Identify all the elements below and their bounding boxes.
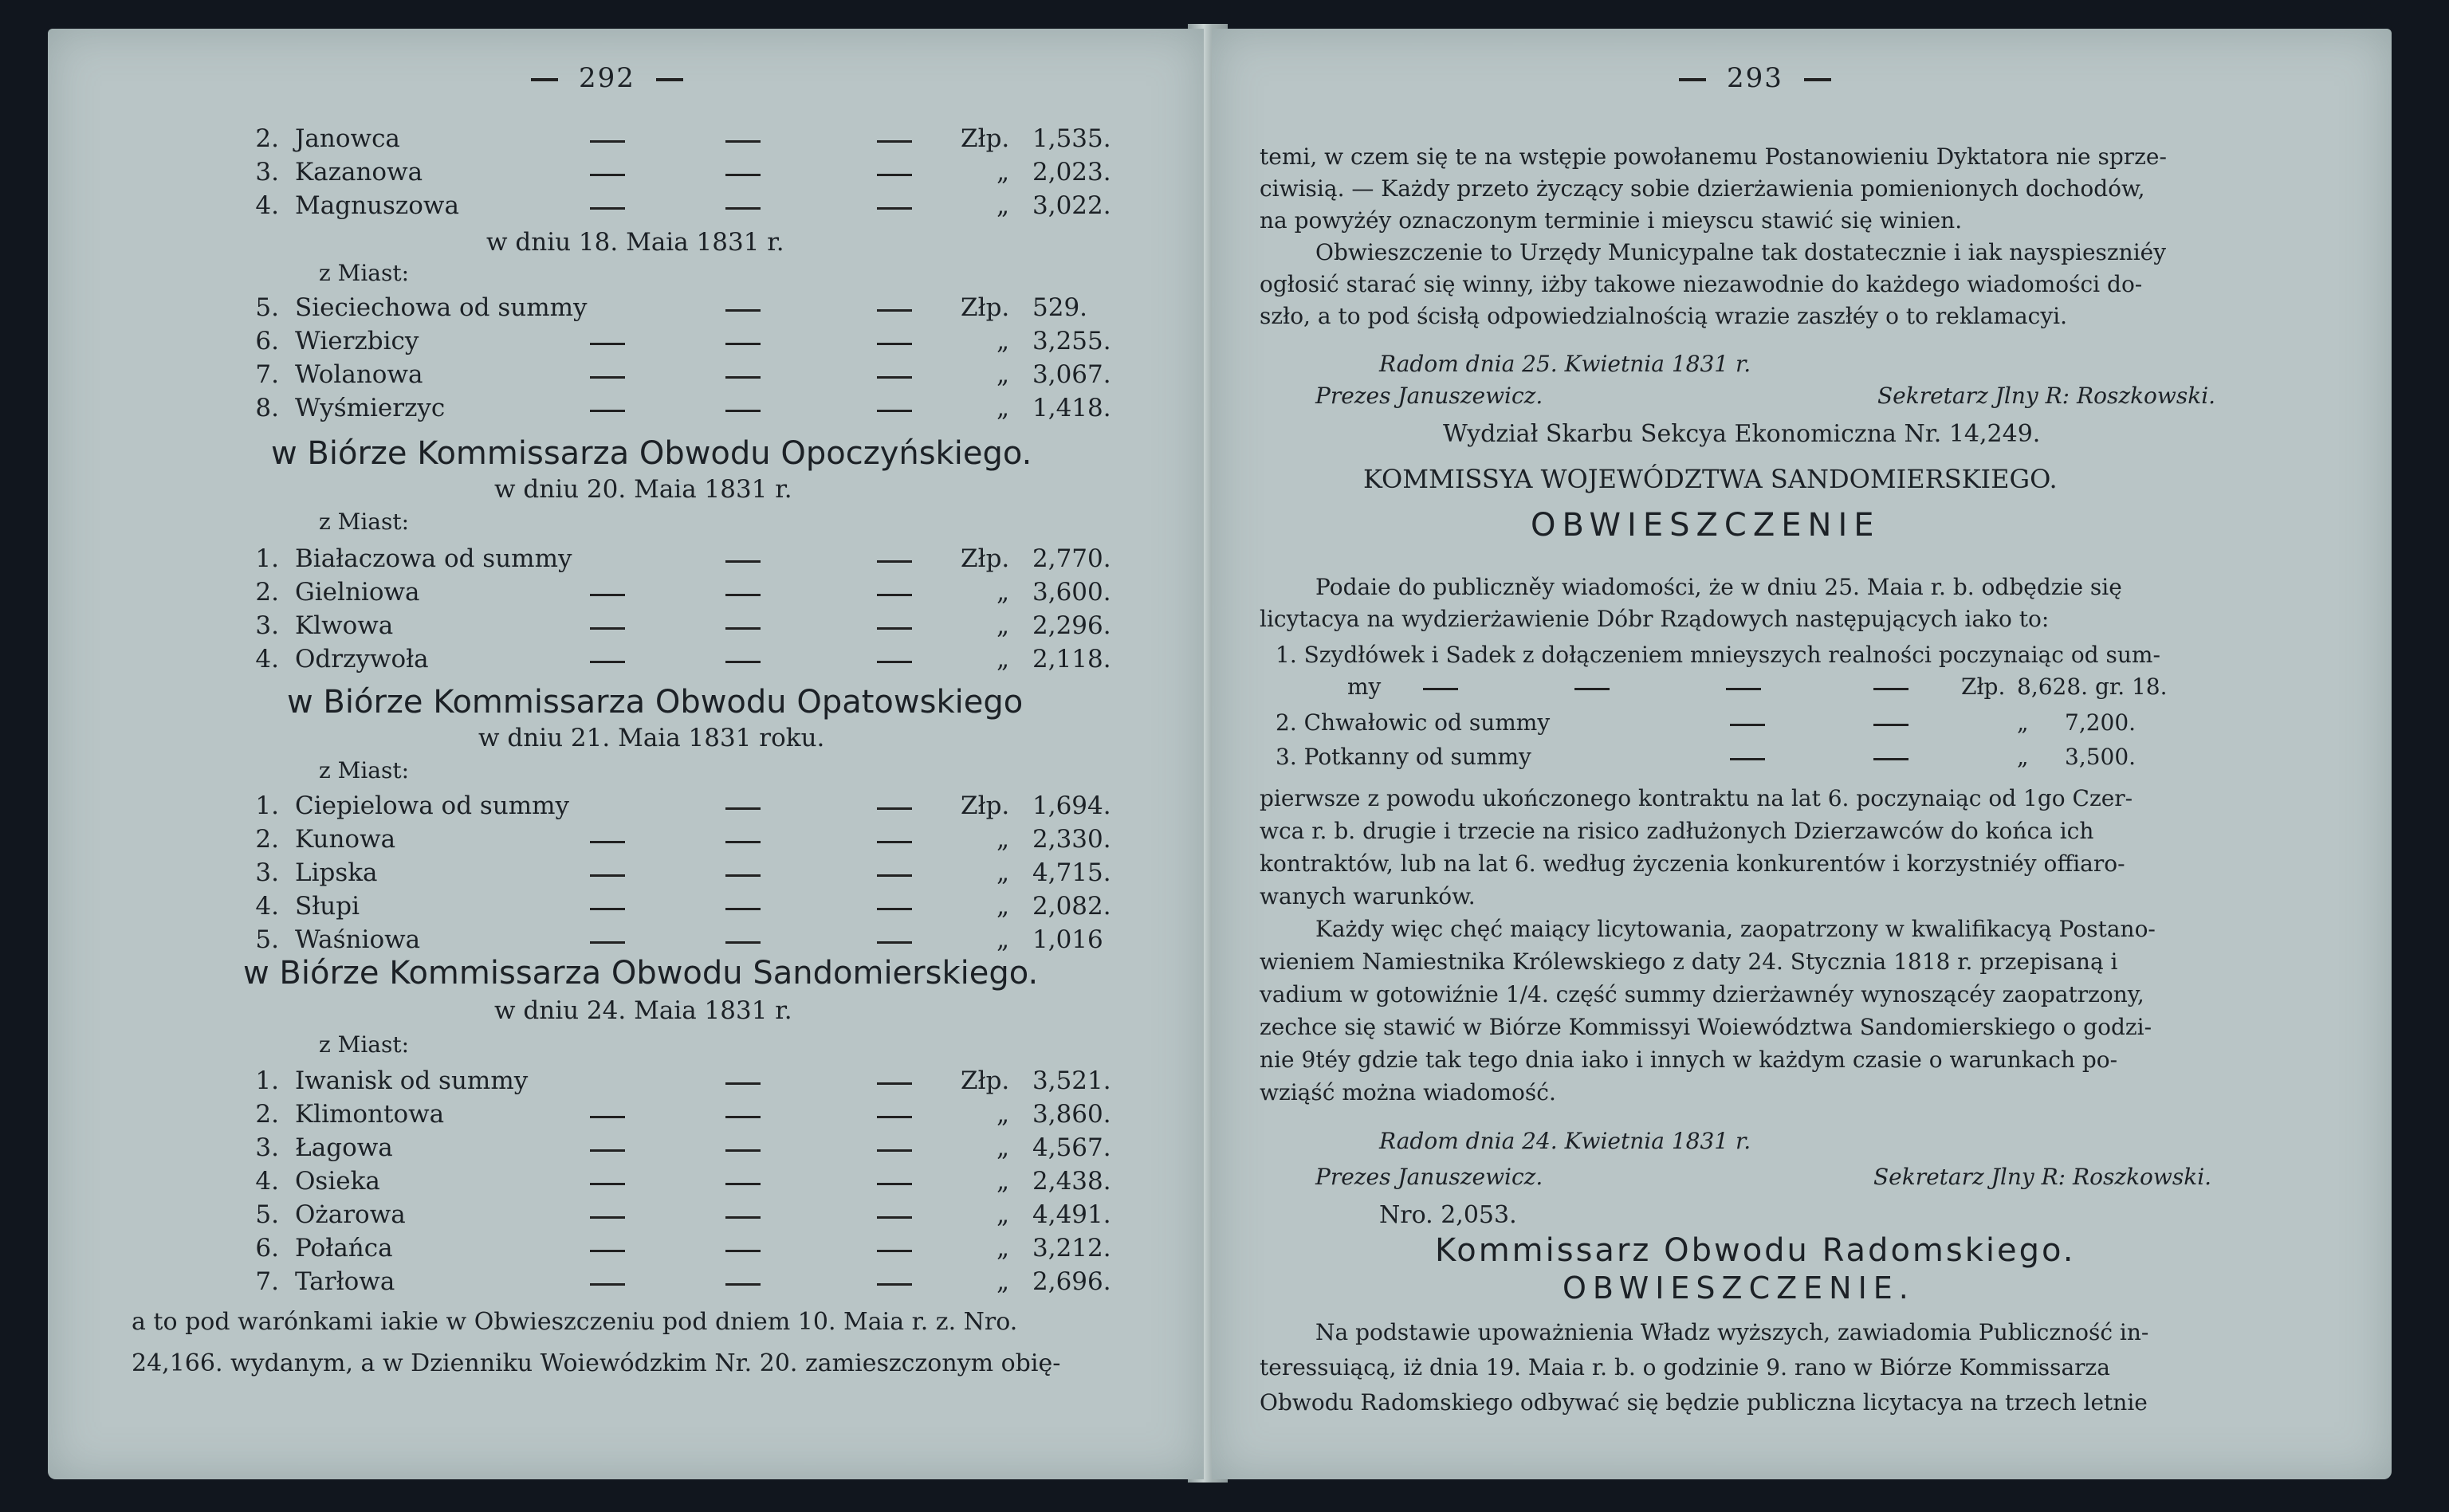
item-number: 2.	[255, 1100, 279, 1129]
leader-dash	[877, 807, 912, 810]
currency-mark: „	[997, 1100, 1010, 1129]
currency-mark: „	[997, 158, 1010, 187]
section-label: z Miast:	[319, 260, 410, 286]
currency-mark: „	[997, 825, 1010, 854]
item-number: 1.	[255, 1066, 279, 1095]
leader-dash	[877, 560, 912, 563]
obwieszczenie-heading: OBWIESZCZENIE.	[1563, 1270, 1915, 1306]
amount-value: 2,696.	[1032, 1267, 1111, 1296]
currency-mark: Złp.	[961, 293, 1010, 322]
text-line: Obwodu Radomskiego odbywać się będzie publiczna licytacya na trzech letnie	[1260, 1389, 2148, 1416]
leader-dash	[877, 1082, 912, 1085]
signature-prezes: Prezes Januszewicz.	[1315, 1164, 1543, 1190]
currency-mark: Złp.	[961, 124, 1010, 153]
leader-dash	[877, 343, 912, 345]
signature-date: Radom dnia 25. Kwietnia 1831 r.	[1379, 351, 1751, 377]
leader-dash	[877, 627, 912, 630]
document-heading: Kommissarz Obwodu Radomskiego.	[1435, 1232, 2076, 1269]
list-item	[239, 890, 1111, 922]
currency-mark: „	[997, 892, 1010, 921]
leader-dash	[590, 841, 625, 843]
amount-value: 3,600.	[1032, 578, 1111, 607]
item-number: 8.	[255, 394, 279, 422]
leader-dash	[877, 1149, 912, 1152]
list-item	[239, 790, 1111, 822]
leader-dash	[725, 661, 761, 663]
leader-dash	[590, 376, 625, 379]
amount-value: 3,860.	[1032, 1100, 1111, 1129]
leader-dash	[590, 174, 625, 176]
leader-dash	[877, 1283, 912, 1286]
text-line	[1276, 706, 2312, 739]
item-number: 3.	[255, 858, 279, 887]
amount-value: 1,016	[1032, 925, 1103, 954]
text-line: vadium w gotowiźnie 1/4. część summy dzierżawnéy wynoszącéy zaopatrzony,	[1260, 981, 2144, 1007]
text-line: teressuiącą, iż dnia 19. Maia r. b. o godzinie 9. rano w Biórze Kommissarza	[1260, 1354, 2110, 1380]
leader-dash	[590, 1216, 625, 1219]
list-item	[239, 156, 1111, 188]
date-line: w dniu 24. Maia 1831 r.	[494, 996, 792, 1025]
item-name: Białaczowa od summy	[295, 544, 572, 573]
currency-mark: „	[997, 858, 1010, 887]
text-line: licytacya na wydzierżawienie Dóbr Rządowych następujących iako to:	[1260, 606, 2050, 632]
leader-dash	[725, 1250, 761, 1252]
leader-dash	[877, 1216, 912, 1219]
currency-mark: „	[997, 394, 1010, 422]
item-name: Iwanisk od summy	[295, 1066, 529, 1095]
leader-dash	[725, 807, 761, 810]
currency-mark: „	[997, 191, 1010, 220]
currency-mark: „	[997, 925, 1010, 954]
leader-dash	[725, 941, 761, 944]
item-number: 3.	[255, 158, 279, 187]
leader-dash	[877, 1116, 912, 1118]
section-heading: w Biórze Kommissarza Obwodu Sandomierskiego.	[243, 955, 1039, 992]
leader-dash	[877, 1250, 912, 1252]
section-heading: w Biórze Kommissarza Obwodu Opoczyńskiego.	[271, 435, 1032, 472]
leader-dash	[725, 627, 761, 630]
amount-value: 3,521.	[1032, 1066, 1111, 1095]
right-page-number: 293	[1658, 62, 1852, 94]
text-line: zechce się stawić w Biórze Kommissyi Woiewództwa Sandomierskiego o godzi-	[1260, 1014, 2152, 1040]
amount-value: 2,023.	[1032, 158, 1111, 187]
leader-dash	[725, 1216, 761, 1219]
leader-dash	[725, 207, 761, 210]
leader-dash	[725, 560, 761, 563]
item-number: 4.	[255, 1167, 279, 1196]
item-number: 6.	[255, 327, 279, 355]
leader-dash	[877, 874, 912, 877]
currency-mark: „	[997, 327, 1010, 355]
amount-value: 4,567.	[1032, 1133, 1111, 1162]
text-line: Na podstawie upoważnienia Władz wyższych, zawiadomia Publiczność in-	[1315, 1319, 2149, 1345]
item-name: Kazanowa	[295, 158, 423, 187]
item-name: Połańca	[295, 1234, 393, 1263]
leader-dash	[877, 841, 912, 843]
date-line: w dniu 18. Maia 1831 r.	[486, 228, 784, 257]
text-line: Wydział Skarbu Sekcya Ekonomiczna Nr. 14,249.	[1443, 420, 2041, 448]
list-item	[239, 1065, 1111, 1097]
leader-dash	[1726, 688, 1761, 690]
text-line: 1. Szydłówek i Sadek z dołączeniem mnieyszych realności poczynaiąc od sum-	[1276, 642, 2160, 668]
amount-value: 3,022.	[1032, 191, 1111, 220]
list-item	[239, 823, 1111, 855]
currency-mark: „	[997, 1234, 1010, 1263]
item-name: Odrzywoła	[295, 645, 429, 674]
currency-mark: „	[997, 1167, 1010, 1196]
item-name: my	[1347, 674, 1382, 700]
document-heading: KOMMISSYA WOJEWÓDZTWA SANDOMIERSKIEGO.	[1363, 464, 2058, 494]
list-item	[239, 1132, 1111, 1164]
text-line: 24,166. wydanym, a w Dzienniku Woiewódzkim Nr. 20. zamieszczonym obię-	[132, 1349, 1061, 1377]
item-name: Wyśmierzyc	[295, 394, 446, 422]
amount-value: 1,694.	[1032, 791, 1111, 820]
amount-value: 529.	[1032, 293, 1088, 322]
amount-value: 2,082.	[1032, 892, 1111, 921]
currency-mark: „	[997, 1133, 1010, 1162]
item-name: Osieka	[295, 1167, 380, 1196]
currency-mark: Złp.	[961, 1066, 1010, 1095]
amount-value: 1,535.	[1032, 124, 1111, 153]
amount-value: 3,067.	[1032, 360, 1111, 389]
item-name: Klimontowa	[295, 1100, 445, 1129]
currency-mark: „	[997, 1200, 1010, 1229]
item-name: Ożarowa	[295, 1200, 406, 1229]
leader-dash	[590, 874, 625, 877]
amount-value: 2,770.	[1032, 544, 1111, 573]
item-number: 4.	[255, 892, 279, 921]
item-number: 1.	[255, 544, 279, 573]
leader-dash	[877, 410, 912, 412]
leader-dash	[877, 309, 912, 312]
text-line: wziąść można wiadomość.	[1260, 1079, 1556, 1106]
list-item	[239, 359, 1111, 391]
list-item	[239, 1199, 1111, 1231]
leader-dash	[877, 174, 912, 176]
leader-dash	[590, 343, 625, 345]
currency-mark: „	[997, 611, 1010, 640]
leader-dash	[725, 874, 761, 877]
amount-value: 3,212.	[1032, 1234, 1111, 1263]
list-item	[239, 190, 1111, 222]
leader-dash	[1873, 758, 1908, 760]
leader-dash	[877, 376, 912, 379]
text-line: Obwieszczenie to Urzędy Municypalne tak dostatecznie i iak nayspieszniéy	[1315, 239, 2167, 265]
leader-dash	[725, 594, 761, 596]
currency-mark: „	[2017, 709, 2029, 736]
text-line	[1276, 740, 2312, 773]
list-item	[239, 543, 1111, 575]
text-line: wca r. b. drugie i trzecie na risico zadłużonych Dzierzawców do końca ich	[1260, 818, 2094, 844]
leader-dash	[590, 661, 625, 663]
text-line: Nro. 2,053.	[1379, 1201, 1517, 1229]
item-number: 7.	[255, 1267, 279, 1296]
left-page	[48, 29, 1204, 1479]
text-line	[1347, 670, 2304, 703]
item-number: 5.	[255, 925, 279, 954]
leader-dash	[725, 410, 761, 412]
leader-dash	[590, 1149, 625, 1152]
currency-mark: „	[997, 1267, 1010, 1296]
leader-dash	[725, 140, 761, 143]
leader-dash	[590, 1283, 625, 1286]
obwieszczenie-heading: OBWIESZCZENIE	[1531, 507, 1881, 544]
item-number: 5.	[255, 293, 279, 322]
item-name: Wierzbicy	[295, 327, 419, 355]
leader-dash	[1423, 688, 1458, 690]
amount-value: 8,628. gr. 18.	[2017, 674, 2168, 700]
leader-dash	[725, 908, 761, 910]
section-label: z Miast:	[319, 757, 410, 783]
item-name: Lipska	[295, 858, 378, 887]
currency-mark: „	[2017, 744, 2029, 770]
leader-dash	[590, 908, 625, 910]
signature-prezes: Prezes Januszewicz.	[1315, 383, 1543, 409]
leader-dash	[877, 594, 912, 596]
item-number: 1.	[255, 791, 279, 820]
leader-dash	[1873, 724, 1908, 726]
amount-value: 1,418.	[1032, 394, 1111, 422]
text-line: temi, w czem się te na wstępie powołanemu Postanowieniu Dyktatora nie sprze-	[1260, 143, 2167, 170]
leader-dash	[877, 1183, 912, 1185]
list-item	[239, 292, 1088, 324]
amount-value: 2,118.	[1032, 645, 1111, 674]
item-number: 2.	[255, 124, 279, 153]
amount-value: 7,200.	[2065, 709, 2136, 736]
leader-dash	[725, 309, 761, 312]
signature-sekretarz: Sekretarz Jlny R: Roszkowski.	[1877, 383, 2216, 409]
list-item	[239, 1098, 1111, 1130]
leader-dash	[725, 841, 761, 843]
text-line: ogłosić starać się winny, iżby takowe niezawodnie do każdego wiadomości do-	[1260, 271, 2143, 297]
list-item	[239, 1232, 1111, 1264]
leader-dash	[590, 1250, 625, 1252]
item-name: Kunowa	[295, 825, 396, 854]
signature-sekretarz: Sekretarz Jlny R: Roszkowski.	[1873, 1164, 2212, 1190]
amount-value: 2,330.	[1032, 825, 1111, 854]
leader-dash	[877, 207, 912, 210]
item-name: Słupi	[295, 892, 360, 921]
item-number: 3.	[255, 1133, 279, 1162]
item-name: 2. Chwałowic od summy	[1276, 709, 1551, 736]
leader-dash	[725, 1283, 761, 1286]
left-page-number: 292	[510, 62, 704, 94]
item-number: 6.	[255, 1234, 279, 1263]
item-name: Janowca	[295, 124, 400, 153]
item-name: Klwowa	[295, 611, 394, 640]
leader-dash	[590, 207, 625, 210]
text-line: nie 9téy gdzie tak tego dnia iako i innych w każdym czasie o warunkach po-	[1260, 1047, 2118, 1073]
text-line: szło, a to pod ścisłą odpowiedzialnością wrazie zaszłéy o to reklamacyi.	[1260, 303, 2068, 329]
list-item	[239, 392, 1111, 424]
leader-dash	[590, 941, 625, 944]
leader-dash	[1730, 724, 1765, 726]
amount-value: 2,438.	[1032, 1167, 1111, 1196]
item-number: 4.	[255, 645, 279, 674]
text-line: a to pod warónkami iakie w Obwieszczeniu pod dniem 10. Maia r. z. Nro.	[132, 1308, 1018, 1336]
list-item	[239, 1165, 1111, 1197]
item-number: 5.	[255, 1200, 279, 1229]
item-number: 2.	[255, 825, 279, 854]
section-label: z Miast:	[319, 1031, 410, 1058]
text-line: wanych warunków.	[1260, 883, 1476, 909]
leader-dash	[877, 140, 912, 143]
currency-mark: Złp.	[1961, 674, 2006, 700]
date-line: w dniu 20. Maia 1831 r.	[494, 475, 792, 504]
list-item	[239, 1266, 1111, 1298]
text-line: Podaie do publiczněy wiadomości, że w dniu 25. Maia r. b. odbędzie się	[1315, 574, 2122, 600]
leader-dash	[725, 1116, 761, 1118]
leader-dash	[725, 1149, 761, 1152]
right-page	[1212, 29, 2392, 1479]
leader-dash	[725, 1082, 761, 1085]
list-item	[239, 610, 1111, 642]
item-name: Ciepielowa od summy	[295, 791, 570, 820]
section-heading: w Biórze Kommissarza Obwodu Opatowskiego	[287, 684, 1024, 721]
item-name: Sieciechowa od summy	[295, 293, 588, 322]
item-number: 4.	[255, 191, 279, 220]
leader-dash	[877, 661, 912, 663]
section-label: z Miast:	[319, 509, 410, 535]
leader-dash	[1730, 758, 1765, 760]
currency-mark: „	[997, 360, 1010, 389]
text-line: Każdy więc chęć maiący licytowania, zaopatrzony w kwalifikacyą Postano-	[1315, 916, 2156, 942]
leader-dash	[1873, 688, 1908, 690]
leader-dash	[725, 343, 761, 345]
currency-mark: „	[997, 578, 1010, 607]
currency-mark: „	[997, 645, 1010, 674]
list-item	[239, 643, 1111, 675]
amount-value: 3,500.	[2065, 744, 2136, 770]
item-name: Tarłowa	[295, 1267, 395, 1296]
amount-value: 4,715.	[1032, 858, 1111, 887]
leader-dash	[1574, 688, 1610, 690]
leader-dash	[590, 594, 625, 596]
leader-dash	[590, 410, 625, 412]
leader-dash	[590, 1116, 625, 1118]
item-name: Łagowa	[295, 1133, 393, 1162]
list-item	[239, 325, 1111, 357]
item-number: 7.	[255, 360, 279, 389]
date-line: w dniu 21. Maia 1831 roku.	[478, 724, 825, 752]
text-line: kontraktów, lub na lat 6. według życzenia konkurentów i korzystniéy offiaro-	[1260, 850, 2125, 877]
text-line: na powyżéy oznaczonym terminie i mieyscu stawić się winien.	[1260, 207, 1963, 234]
leader-dash	[725, 174, 761, 176]
leader-dash	[877, 941, 912, 944]
currency-mark: Złp.	[961, 791, 1010, 820]
item-name: Magnuszowa	[295, 191, 459, 220]
list-item	[239, 924, 1103, 956]
leader-dash	[877, 908, 912, 910]
amount-value: 3,255.	[1032, 327, 1111, 355]
leader-dash	[590, 1183, 625, 1185]
item-number: 3.	[255, 611, 279, 640]
text-line: pierwsze z powodu ukończonego kontraktu na lat 6. poczynaiąc od 1go Czer-	[1260, 785, 2133, 811]
leader-dash	[725, 1183, 761, 1185]
item-number: 2.	[255, 578, 279, 607]
leader-dash	[590, 627, 625, 630]
item-name: Wolanowa	[295, 360, 423, 389]
item-name: 3. Potkanny od summy	[1276, 744, 1531, 770]
list-item	[239, 576, 1111, 608]
amount-value: 4,491.	[1032, 1200, 1111, 1229]
text-line: wieniem Namiestnika Królewskiego z daty 24. Stycznia 1818 r. przepisaną i	[1260, 948, 2118, 975]
list-item	[239, 857, 1111, 889]
text-line: ciwisią. — Każdy przeto życzący sobie dzierżawienia pomienionych dochodów,	[1260, 175, 2145, 202]
leader-dash	[590, 140, 625, 143]
item-name: Gielniowa	[295, 578, 420, 607]
amount-value: 2,296.	[1032, 611, 1111, 640]
signature-date: Radom dnia 24. Kwietnia 1831 r.	[1379, 1128, 1751, 1154]
leader-dash	[725, 376, 761, 379]
item-name: Waśniowa	[295, 925, 421, 954]
list-item	[239, 123, 1111, 155]
currency-mark: Złp.	[961, 544, 1010, 573]
